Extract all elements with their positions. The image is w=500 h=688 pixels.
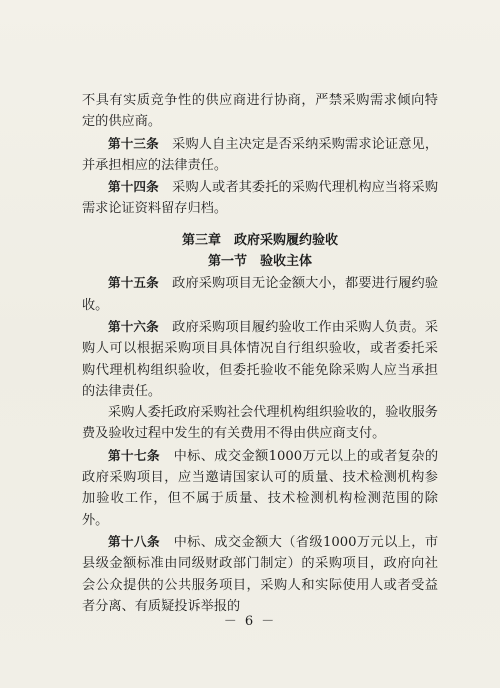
paragraph-continued: 不具有实质竞争性的供应商进行协商，严禁采购需求倾向特定的供应商。	[82, 93, 438, 130]
article-14-body: 采购人或者其委托的采购代理机构应当将采购需求论证资料留存归档。	[82, 180, 439, 217]
article-17	[82, 445, 438, 531]
article-14-title: 第十四条	[108, 179, 159, 195]
article-13	[82, 133, 438, 177]
article-15-body: 政府采购项目无论金额大小，都要进行履约验收。	[82, 276, 439, 313]
section-heading: 第一节 验收主体	[207, 254, 312, 270]
document-body	[82, 90, 438, 617]
article-16	[82, 316, 438, 402]
spacer	[82, 220, 438, 230]
article-18	[82, 531, 438, 617]
article-17-title: 第十七条	[108, 447, 160, 463]
article-18-body: 中标、成交金额大（省级1000万元以上，市县级金额标准由同级财政部门制定）的采购项目，政府向社会公众提供的公共服务项目，采购人和实际使用人或者受益者分离、有质疑投诉举报的	[82, 534, 439, 614]
article-14	[82, 176, 438, 220]
page-number: － 6 －	[223, 614, 277, 629]
article-18-title: 第十八条	[108, 533, 160, 549]
article-17-body: 中标、成交金额1000万元以上的或者复杂的政府采购项目，应当邀请国家认可的质量、技术检测机构参加验收工作，但不属于质量、技术检测机构检测范围的除外。	[82, 448, 439, 528]
chapter-heading: 第三章 政府采购履约验收	[181, 232, 338, 248]
article-13-title: 第十三条	[108, 135, 159, 151]
article-16-body: 政府采购项目履约验收工作由采购人负责。采购人可以根据采购项目具体情况自行组织验收，或者委托采购代理机构组织验收，但委托验收不能免除采购人应当承担的法律责任。	[82, 319, 439, 399]
article-16-title: 第十六条	[108, 318, 159, 334]
article-15	[82, 272, 438, 316]
paragraph-entrusted-acceptance: 采购人委托政府采购社会代理机构组织验收的，验收服务费及验收过程中发生的有关费用不得由供应商支付。	[82, 405, 438, 442]
article-13-body: 采购人自主决定是否采纳采购需求论证意见，并承担相应的法律责任。	[82, 136, 439, 173]
article-15-title: 第十五条	[108, 275, 159, 291]
